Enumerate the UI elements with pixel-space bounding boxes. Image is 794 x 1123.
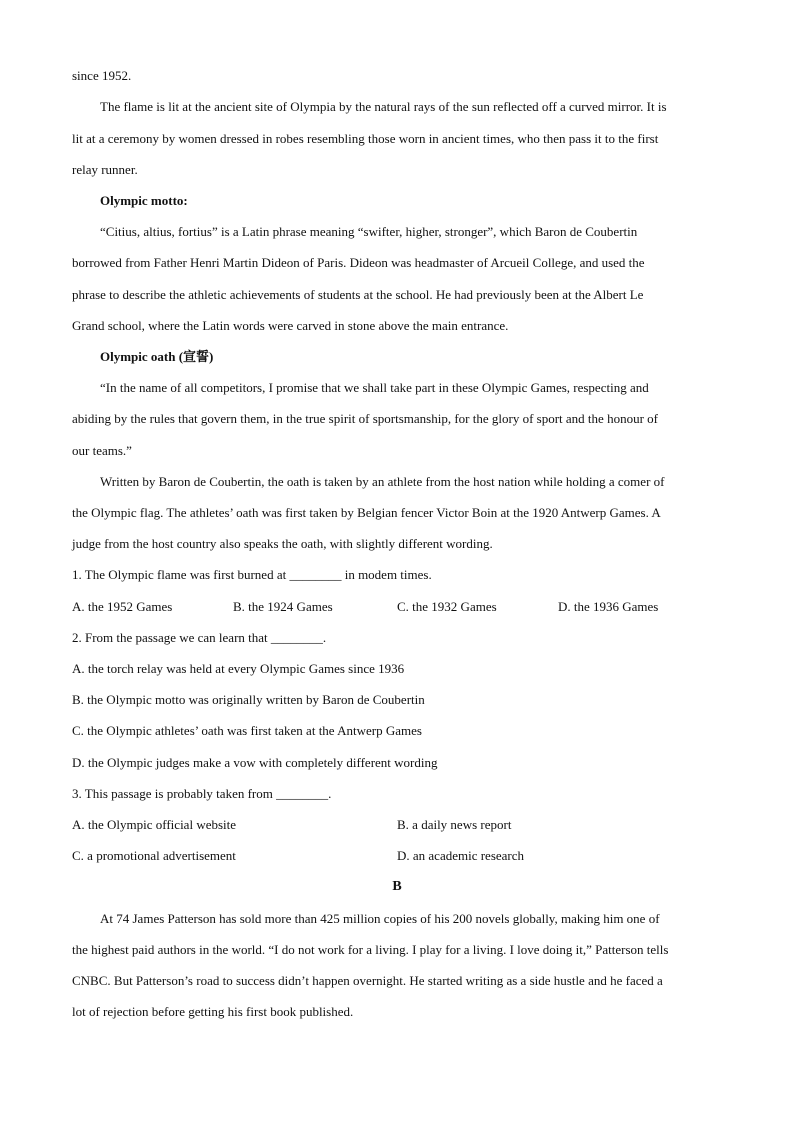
oath-line: the Olympic flag. The athletes’ oath was first taken by Belgian fencer Victor Boin at the 1920 Antwerp Games. A: [72, 505, 661, 520]
passage-b-line: lot of rejection before getting his first book published.: [72, 1004, 354, 1019]
section-heading: B: [392, 879, 402, 894]
passage-b-line: the highest paid authors in the world. “I do not work for a living. I play for a living. I love doing it,” Patterson tells: [72, 942, 669, 957]
answer-option: A. the 1952 Games: [72, 599, 173, 614]
answer-option: B. the 1924 Games: [233, 599, 333, 614]
passage-line: relay runner.: [72, 162, 138, 177]
question-stem: 2. From the passage we can learn that ________.: [72, 630, 327, 645]
oath-quote-line: “In the name of all competitors, I promise that we shall take part in these Olympic Games, respecting and: [100, 380, 649, 395]
question-stem: 1. The Olympic flame was first burned at ________ in modem times.: [72, 567, 432, 582]
motto-line: borrowed from Father Henri Martin Dideon of Paris. Dideon was headmaster of Arcueil College, and used the: [72, 255, 645, 270]
question-stem: 3. This passage is probably taken from ________.: [72, 786, 332, 801]
answer-option: B. a daily news report: [397, 817, 512, 832]
answer-option: C. a promotional advertisement: [72, 848, 236, 863]
answer-option: A. the Olympic official website: [72, 817, 237, 832]
answer-option: C. the 1932 Games: [397, 599, 497, 614]
oath-line: judge from the host country also speaks the oath, with slightly different wording.: [72, 536, 493, 551]
oath-heading: Olympic oath (宣誓): [100, 349, 214, 364]
passage-line: since 1952.: [72, 68, 132, 83]
motto-line: “Citius, altius, fortius” is a Latin phrase meaning “swifter, higher, stronger”, which Baron de Coubertin: [100, 224, 638, 239]
answer-option: D. the 1936 Games: [558, 599, 659, 614]
motto-line: phrase to describe the athletic achievements of students at the school. He had previously been at the Albert Le: [72, 287, 644, 302]
answer-option: D. the Olympic judges make a vow with completely different wording: [72, 755, 438, 770]
passage-line: The flame is lit at the ancient site of Olympia by the natural rays of the sun reflected off a curved mirror. It is: [100, 99, 667, 114]
answer-option: B. the Olympic motto was originally written by Baron de Coubertin: [72, 692, 425, 707]
answer-option: A. the torch relay was held at every Olympic Games since 1936: [72, 661, 405, 676]
oath-line: Written by Baron de Coubertin, the oath is taken by an athlete from the host nation while holding a comer of: [100, 474, 665, 489]
answer-option: C. the Olympic athletes’ oath was first taken at the Antwerp Games: [72, 723, 422, 738]
answer-option: D. an academic research: [397, 848, 525, 863]
oath-quote-line: our teams.”: [72, 443, 132, 458]
motto-heading: Olympic motto:: [100, 193, 188, 208]
passage-b-line: CNBC. But Patterson’s road to success didn’t happen overnight. He started writing as a side hustle and he faced a: [72, 973, 663, 988]
oath-quote-line: abiding by the rules that govern them, in the true spirit of sportsmanship, for the glory of sport and the honour of: [72, 411, 658, 426]
passage-b-line: At 74 James Patterson has sold more than 425 million copies of his 200 novels globally, making him one of: [100, 911, 660, 926]
passage-line: lit at a ceremony by women dressed in robes resembling those worn in ancient times, who then pass it to the first: [72, 131, 659, 146]
motto-line: Grand school, where the Latin words were carved in stone above the main entrance.: [72, 318, 509, 333]
